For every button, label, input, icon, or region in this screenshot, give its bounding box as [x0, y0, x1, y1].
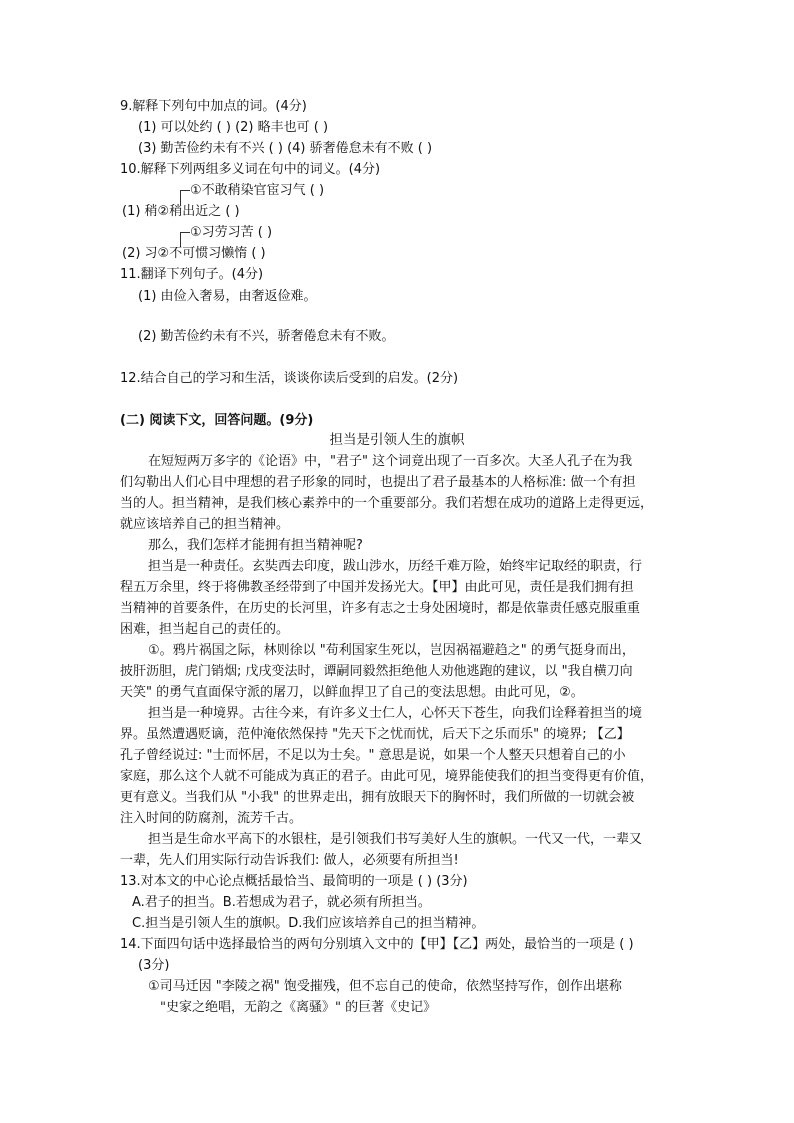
q9-stem: 9.解释下列句中加点的词。(4分) — [120, 99, 307, 114]
q11-sentence-2: (2) 勤苦俭约未有不兴，骄奢倦怠未有不败。 — [138, 329, 395, 344]
q13-stem: 13.对本文的中心论点概括最恰当、最简明的一项是 ( ) (3分) — [120, 874, 468, 889]
p3-line-4: 困难，担当起自己的责任的。 — [120, 622, 290, 637]
p4-line-3: 天笑" 的勇气直面保守派的屠刀，以鲜血捍卫了自己的变法思想。由此可见，②。 — [120, 685, 584, 700]
q14-stem: 14.下面四句话中选择最恰当的两句分别填入文中的【甲】【乙】两处，最恰当的一项是 ( ) — [120, 937, 634, 952]
p5-line-6: 注入时间的防腐剂，流芳千古。 — [120, 811, 303, 826]
q13-options-cd: C.担当是引领人生的旗帜。D.我们应该培养自己的担当精神。 — [132, 916, 485, 931]
p1-line-2: 们勾勒出人们心目中理想的君子形象的同时，也提出了君子最基本的人格标准: 做一个有担 — [120, 475, 636, 490]
p4-line-2: 披肝沥胆，虎门销烟; 戊戌变法时，谭嗣同毅然拒绝他人劝他逃跑的建议，以 "我自横刀向 — [120, 664, 633, 679]
p5-line-5: 更有意义。当我们从 "小我" 的世界走出，拥有放眼天下的胸怀时，我们所做的一切就会被 — [120, 790, 635, 805]
p1-line-4: 就应该培养自己的担当精神。 — [120, 517, 290, 532]
p2-line-1: 那么，我们怎样才能拥有担当精神呢? — [148, 538, 363, 553]
p5-line-2: 界。虽然遭遇贬谪，范仲淹依然保持 "先天下之忧而忧，后天下之乐而乐" 的境界; 【乙】 — [120, 727, 630, 742]
q10-group2-main: (2) 习②不可惯习懒惰 ( ) — [122, 246, 266, 261]
q10-group1-option1: ①不敢稍染官宦习气 ( ) — [190, 183, 325, 198]
q11-sentence-1: (1) 由俭入奢易，由奢返俭难。 — [138, 289, 317, 304]
q9-line-2: (3) 勤苦俭约未有不兴 ( ) (4) 骄奢倦怠未有不败 ( ) — [138, 141, 433, 156]
p5-line-3: 孔子曾经说过: "士而怀居，不足以为士矣。" 意思是说，如果一个人整天只想着自己的小 — [120, 748, 626, 763]
section2-heading: (二) 阅读下文，回答问题。(9分) — [120, 413, 314, 428]
p3-line-3: 当精神的首要条件，在历史的长河里，许多有志之士身处困境时，都是依靠责任感克服重重 — [120, 601, 641, 616]
p1-line-1: 在短短两万多字的《论语》中，"君子" 这个词竟出现了一百多次。大圣人孔子在为我 — [148, 454, 633, 469]
q14-option1-line-2: "史家之绝唱，无韵之《离骚》" 的巨著《史记》 — [160, 1000, 437, 1015]
p3-line-2: 程五万余里，终于将佛教圣经带到了中国并发扬光大。【甲】由此可见，责任是我们拥有担 — [120, 580, 634, 595]
p1-line-3: 当的人。担当精神，是我们核心素养中的一个重要部分。我们若想在成功的道路上走得更远， — [120, 496, 654, 511]
q9-line-1: (1) 可以处约 ( ) (2) 略丰也可 ( ) — [138, 120, 329, 135]
q12-stem: 12.结合自己的学习和生活，谈谈你读后受到的启发。(2分) — [120, 371, 459, 386]
p5-line-4: 家庭，那么这个人就不可能成为真正的君子。由此可见，境界能使我们的担当变得更有价值， — [120, 769, 654, 784]
p3-line-1: 担当是一种责任。玄奘西去印度，跋山涉水，历经千难万险，始终牢记取经的职责，行 — [148, 559, 643, 574]
q14-score: (3分) — [138, 958, 170, 973]
p6-line-2: 一辈，先人们用实际行动告诉我们: 做人，必须要有所担当! — [120, 853, 459, 868]
p5-line-1: 担当是一种境界。古往今来，有许多义士仁人，心怀天下苍生，向我们诠释着担当的境 — [148, 706, 643, 721]
q10-stem: 10.解释下列两组多义词在句中的词义。(4分) — [120, 162, 381, 177]
p6-line-1: 担当是生命水平高下的水银柱，是引领我们书写美好人生的旗帜。一代又一代，一辈又 — [148, 832, 643, 847]
q10-group2-option1: ①习劳习苦 ( ) — [190, 225, 273, 240]
p4-line-1: ①。鸦片祸国之际，林则徐以 "苟利国家生死以，岂因祸福避趋之" 的勇气挺身而出， — [148, 643, 635, 658]
article-title: 担当是引领人生的旗帜 — [329, 432, 465, 448]
q14-option1-line-1: ①司马迁因 "李陵之祸" 饱受摧残，但不忘自己的使命，依然坚持写作，创作出堪称 — [148, 979, 622, 994]
q11-stem: 11.翻译下列句子。(4分) — [120, 267, 264, 282]
q10-group1-main: (1) 稍②稍出近之 ( ) — [122, 204, 240, 219]
q13-options-ab: A.君子的担当。B.若想成为君子，就必须有所担当。 — [132, 895, 431, 910]
